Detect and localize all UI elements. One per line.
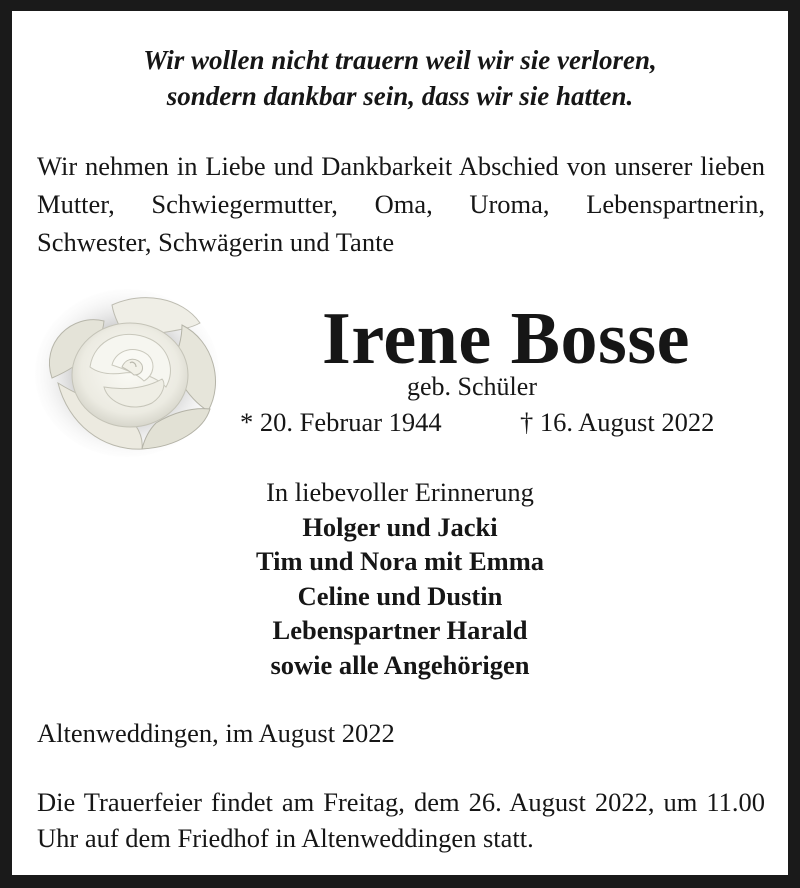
life-dates: [240, 405, 750, 439]
motto-line-1: Wir wollen nicht trauern weil wir sie verloren,: [143, 45, 657, 75]
mourner-item: Holger und Jacki: [302, 511, 498, 542]
farewell-intro-text: Wir nehmen in Liebe und Dankbarkeit Abschied von unserer lieben Mutter, Schwiegermutter, Oma, Uroma, Lebenspartnerin, Schwester, Schwägerin und Tante: [37, 151, 765, 257]
mourner-item: sowie alle Angehörigen: [270, 649, 530, 680]
mourners-list: [12, 475, 788, 682]
birth-date: * 20. Februar 1944: [240, 407, 442, 437]
deceased-name: Irene Bosse: [322, 298, 690, 380]
white-rose-icon: [32, 283, 222, 459]
mourner-item: Lebenspartner Harald: [272, 615, 528, 645]
maiden-name: geb. Schüler: [407, 372, 537, 401]
place-and-date: Altenweddingen, im August 2022: [37, 718, 395, 748]
funeral-ceremony-text: Die Trauerfeier findet am Freitag, dem 26. August 2022, um 11.00 Uhr auf dem Friedhof in Altenweddingen statt.: [37, 787, 765, 853]
mourner-item: Tim und Nora mit Emma: [255, 546, 545, 576]
motto-quote: [12, 42, 788, 114]
death-date: † 16. August 2022: [520, 407, 715, 437]
mourner-item: Celine und Dustin: [297, 580, 503, 611]
mourners-heading: In liebevoller Erinnerung: [266, 477, 534, 507]
motto-line-2: sondern dankbar sein, dass wir sie hatten.: [166, 81, 634, 111]
